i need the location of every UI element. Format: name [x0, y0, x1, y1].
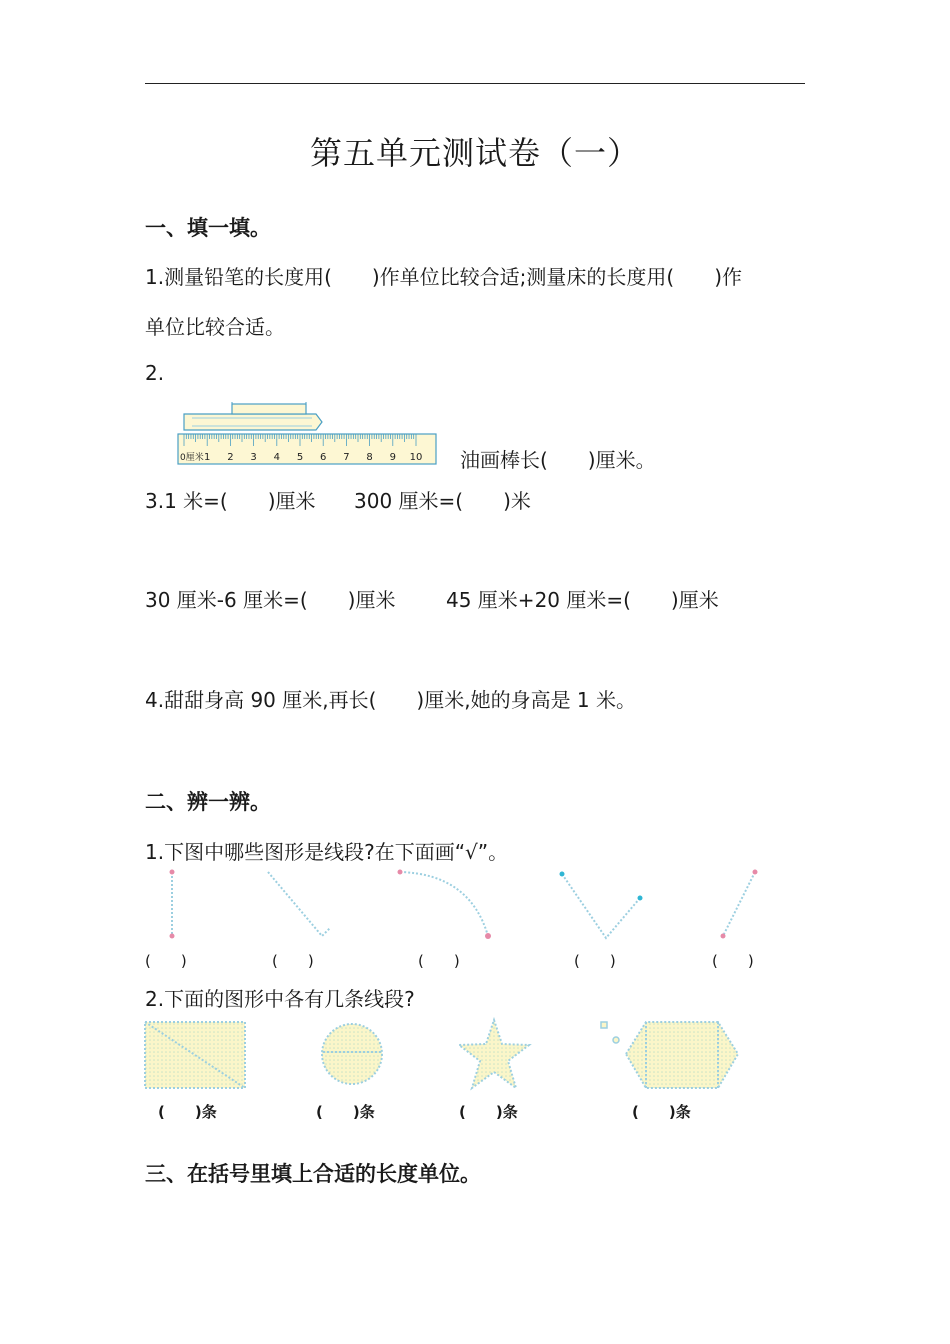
- crayon-image: [184, 402, 322, 430]
- s2-q1: 1.下图中哪些图形是线段?在下面画“√”。: [145, 840, 509, 864]
- q2-text: 油画棒长( )厘米。: [460, 448, 656, 472]
- page-title: 第五单元测试卷（一）: [309, 134, 640, 172]
- ruler-tick-label: 3: [250, 452, 257, 463]
- s2-q1-blank-4[interactable]: ( ): [574, 952, 616, 970]
- shape-star: [459, 1020, 529, 1088]
- q3-line2a: 30 厘米-6 厘米=( )厘米: [145, 588, 396, 612]
- ruler-tick-label: 1: [204, 452, 211, 463]
- q3-line1a: 3.1 米=( )厘米: [145, 489, 316, 513]
- s2-q1-blank-2[interactable]: ( ): [272, 952, 314, 970]
- s2-q1-blank-3[interactable]: ( ): [418, 952, 460, 970]
- ruler-tick-label: 4: [273, 452, 280, 463]
- shape-figures: [140, 1014, 760, 1096]
- section3-heading: 三、在括号里填上合适的长度单位。: [145, 1162, 481, 1186]
- ruler-tick-label: 7: [343, 452, 350, 463]
- shape-circle-with-chord: [322, 1024, 382, 1084]
- s2-q1-blank-5[interactable]: ( ): [712, 952, 754, 970]
- q2-label: 2.: [145, 361, 165, 385]
- ruler-tick-label: 8: [366, 452, 373, 463]
- ruler-tick-label: 6: [320, 452, 327, 463]
- s2-q2: 2.下面的图形中各有几条线段?: [145, 987, 415, 1011]
- s2-q1-blank-1[interactable]: ( ): [145, 952, 187, 970]
- q1-line1: 1.测量铅笔的长度用( )作单位比较合适;测量床的长度用( )作: [145, 265, 743, 289]
- q3-line1b: 300 厘米=( )米: [354, 489, 531, 513]
- figure-5-slanted-segment: [721, 870, 758, 939]
- q1-line2: 单位比较合适。: [145, 315, 285, 339]
- ruler-tick-label: 2: [227, 452, 234, 463]
- ruler-figure: [176, 396, 440, 468]
- figure-2-bent-line: [268, 872, 330, 936]
- section1-heading: 一、填一填。: [145, 216, 271, 240]
- ruler-tick-label: 10: [409, 452, 423, 463]
- q3-line2b: 45 厘米+20 厘米=( )厘米: [446, 588, 719, 612]
- s2-q2-blank-2[interactable]: ( )条: [316, 1103, 375, 1121]
- ruler-tick-label: 9: [389, 452, 396, 463]
- s2-q2-blank-3[interactable]: ( )条: [459, 1103, 518, 1121]
- shape-hexagon-fish: [601, 1022, 738, 1088]
- q4: 4.甜甜身高 90 厘米,再长( )厘米,她的身高是 1 米。: [145, 688, 637, 712]
- shape-rectangle-with-diagonal: [145, 1022, 245, 1088]
- line-figures: [140, 862, 780, 952]
- ruler-unit-label: 0厘米: [180, 453, 204, 463]
- section2-heading: 二、辨一辨。: [145, 790, 271, 814]
- ruler-tick-label: 5: [296, 452, 304, 463]
- s2-q2-blank-4[interactable]: ( )条: [632, 1103, 691, 1121]
- figure-1-straight-segment: [170, 870, 175, 939]
- top-rule: [145, 83, 805, 84]
- s2-q2-blank-1[interactable]: ( )条: [158, 1103, 217, 1121]
- figure-3-curve: [398, 870, 492, 940]
- figure-4-angle: [560, 872, 643, 939]
